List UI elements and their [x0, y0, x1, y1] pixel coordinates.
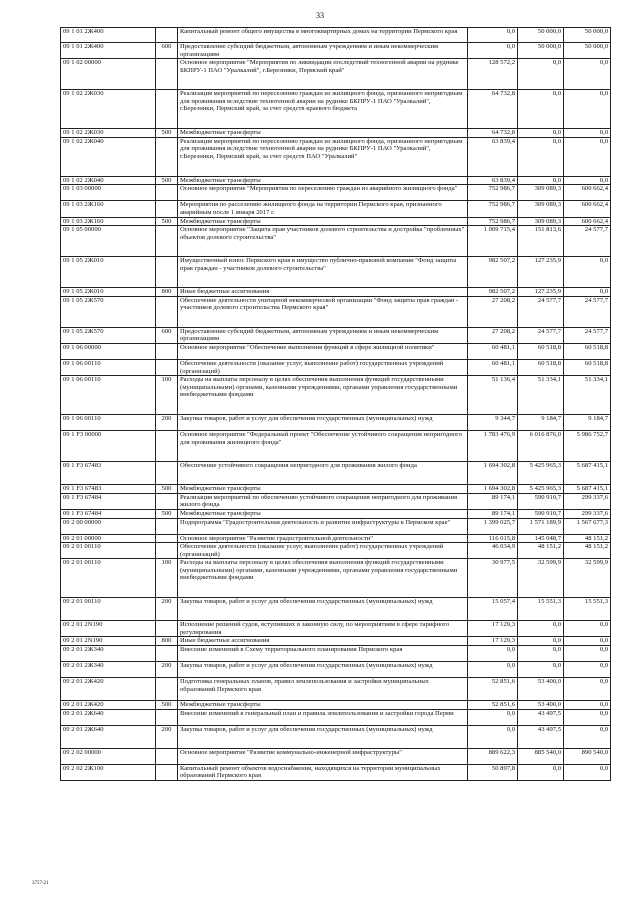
- table-row: [61, 518, 611, 534]
- table-row: [61, 28, 611, 43]
- table-row: [61, 701, 611, 710]
- table-row: [61, 621, 611, 637]
- row-value-2022: 51 136,4: [468, 376, 518, 415]
- row-name: Межбюджетные трансферты: [178, 485, 468, 494]
- table-row: [61, 288, 611, 297]
- row-code: 09 1 05 2Ж570: [61, 296, 156, 327]
- row-expense-type: [156, 678, 178, 701]
- row-expense-type: 100: [156, 559, 178, 598]
- row-value-2024: 299 337,6: [564, 509, 611, 518]
- row-expense-type: 600: [156, 43, 178, 59]
- row-name: Реализация мероприятий по обеспечению устойчивого сокращения непригодного для проживания жилого фонда: [178, 493, 468, 509]
- table-row: [61, 543, 611, 559]
- row-expense-type: 500: [156, 217, 178, 226]
- row-name: Имущественный взнос Пермского края в имущество публично-правовой компании "Фонд защиты прав граждан - участников долевого строительства": [178, 257, 468, 288]
- table-row: [61, 359, 611, 375]
- row-expense-type: 800: [156, 637, 178, 646]
- row-value-2022: 982 507,2: [468, 257, 518, 288]
- row-value-2024: 0,0: [564, 621, 611, 637]
- page-number: 33: [316, 11, 324, 20]
- row-value-2023: 6 016 876,0: [518, 431, 564, 462]
- row-value-2024: 0,0: [564, 129, 611, 138]
- table-row: [61, 678, 611, 701]
- row-value-2023: 60 518,8: [518, 343, 564, 359]
- row-code: 09 2 02 00000: [61, 748, 156, 764]
- row-value-2024: 0,0: [564, 678, 611, 701]
- row-expense-type: [156, 462, 178, 485]
- row-value-2024: 24 577,7: [564, 296, 611, 327]
- row-name: Основное мероприятие "Мероприятия по ликвидации последствий техногенной аварии на руднике БКПРУ-1 ПАО "Уралкалий", г.Березники, Пермский край": [178, 59, 468, 90]
- row-expense-type: 500: [156, 176, 178, 185]
- row-value-2024: 890 540,0: [564, 748, 611, 764]
- row-code: 09 1 02 2Ж030: [61, 90, 156, 129]
- row-expense-type: [156, 185, 178, 201]
- row-value-2022: 0,0: [468, 646, 518, 662]
- row-expense-type: [156, 646, 178, 662]
- row-code: 09 1 06 00000: [61, 343, 156, 359]
- row-value-2023: 53 400,0: [518, 701, 564, 710]
- row-name: Предоставление субсидий бюджетным, автономным учреждениям и иным некоммерческим организациям: [178, 327, 468, 343]
- row-expense-type: [156, 296, 178, 327]
- row-value-2022: 1 009 715,4: [468, 226, 518, 257]
- row-name: Реализация мероприятий по переселению граждан из жилищного фонда, признанного непригодным для проживания вследствие техногенной аварии на руднике БКПРУ-1 ПАО "Уралкалий", г.Березники, Пермский край, за счет средств краевого бюджета: [178, 90, 468, 129]
- row-code: 09 2 01 2Ж420: [61, 701, 156, 710]
- row-name: Межбюджетные трансферты: [178, 701, 468, 710]
- row-code: 09 2 01 00110: [61, 559, 156, 598]
- table-row: [61, 59, 611, 90]
- row-value-2022: 60 481,1: [468, 359, 518, 375]
- row-expense-type: 200: [156, 415, 178, 431]
- row-code: 09 1 03 00000: [61, 185, 156, 201]
- table-row: [61, 725, 611, 748]
- row-value-2024: 0,0: [564, 662, 611, 678]
- row-value-2024: 5 986 752,7: [564, 431, 611, 462]
- table-row: [61, 257, 611, 288]
- row-value-2024: 60 518,8: [564, 359, 611, 375]
- row-code: 09 2 01 00000: [61, 534, 156, 543]
- row-value-2022: 0,0: [468, 662, 518, 678]
- row-value-2022: 63 839,4: [468, 137, 518, 176]
- row-expense-type: 600: [156, 327, 178, 343]
- row-expense-type: 800: [156, 288, 178, 297]
- row-value-2023: 0,0: [518, 637, 564, 646]
- row-value-2023: 50 000,0: [518, 28, 564, 43]
- row-expense-type: [156, 28, 178, 43]
- row-value-2023: 309 089,3: [518, 201, 564, 217]
- budget-table-body: [61, 28, 611, 781]
- row-name: Закупка товаров, работ и услуг для обеспечения государственных (муниципальных) нужд: [178, 598, 468, 621]
- row-value-2022: 30 977,5: [468, 559, 518, 598]
- row-expense-type: [156, 621, 178, 637]
- row-code: 09 2 01 2Ж640: [61, 709, 156, 725]
- row-expense-type: 100: [156, 376, 178, 415]
- row-code: 09 1 F3 67483: [61, 462, 156, 485]
- row-name: Закупка товаров, работ и услуг для обеспечения государственных (муниципальных) нужд: [178, 725, 468, 748]
- row-code: 09 1 06 00110: [61, 415, 156, 431]
- footer-code: 3757-21: [32, 881, 49, 886]
- row-code: 09 2 01 2Ж340: [61, 646, 156, 662]
- row-value-2023: 127 235,9: [518, 257, 564, 288]
- row-value-2024: 600 662,4: [564, 201, 611, 217]
- row-expense-type: 500: [156, 129, 178, 138]
- row-code: 09 1 02 00000: [61, 59, 156, 90]
- table-row: [61, 462, 611, 485]
- row-name: Обеспечение устойчивого сокращения непригодного для проживания жилого фонда: [178, 462, 468, 485]
- table-row: [61, 662, 611, 678]
- row-value-2023: 51 334,1: [518, 376, 564, 415]
- row-value-2024: 600 662,4: [564, 185, 611, 201]
- row-value-2022: 46 034,9: [468, 543, 518, 559]
- row-value-2023: 53 400,0: [518, 678, 564, 701]
- row-value-2023: 60 518,8: [518, 359, 564, 375]
- row-name: Подготовка генеральных планов, правил землепользования и застройки муниципальных образований Пермского края: [178, 678, 468, 701]
- row-code: 09 2 01 2Ж340: [61, 662, 156, 678]
- row-code: 09 1 01 2Ж400: [61, 43, 156, 59]
- row-value-2022: 60 481,1: [468, 343, 518, 359]
- row-expense-type: [156, 518, 178, 534]
- row-expense-type: [156, 543, 178, 559]
- row-value-2023: 0,0: [518, 621, 564, 637]
- row-value-2024: 48 151,2: [564, 534, 611, 543]
- row-code: 09 1 06 00110: [61, 376, 156, 415]
- row-value-2022: 1 694 302,8: [468, 462, 518, 485]
- row-value-2024: 60 518,8: [564, 343, 611, 359]
- row-name: Расходы на выплаты персоналу в целях обеспечения выполнения функций государственными (муниципальными) органами, казенными учреждениями, органами управления государственными внебюджетными фондами: [178, 559, 468, 598]
- row-value-2022: 752 986,7: [468, 217, 518, 226]
- row-name: Межбюджетные трансферты: [178, 217, 468, 226]
- row-name: Межбюджетные трансферты: [178, 176, 468, 185]
- row-code: 09 2 01 2N190: [61, 621, 156, 637]
- row-code: 09 1 F3 00000: [61, 431, 156, 462]
- row-value-2023: 43 497,5: [518, 725, 564, 748]
- table-row: [61, 217, 611, 226]
- row-value-2023: 5 425 965,3: [518, 462, 564, 485]
- row-code: 09 1 05 2Ж010: [61, 288, 156, 297]
- row-name: Предоставление субсидий бюджетным, автономным учреждениям и иным некоммерческим организациям: [178, 43, 468, 59]
- row-value-2022: 17 129,3: [468, 637, 518, 646]
- row-value-2023: 24 577,7: [518, 296, 564, 327]
- table-row: [61, 485, 611, 494]
- row-code: 09 2 00 00000: [61, 518, 156, 534]
- row-value-2024: 0,0: [564, 764, 611, 780]
- row-value-2022: 50 897,8: [468, 764, 518, 780]
- row-value-2022: 64 732,8: [468, 129, 518, 138]
- row-expense-type: [156, 90, 178, 129]
- row-value-2024: 0,0: [564, 176, 611, 185]
- table-row: [61, 137, 611, 176]
- row-expense-type: [156, 359, 178, 375]
- row-expense-type: 500: [156, 485, 178, 494]
- row-name: Расходы на выплаты персоналу в целях обеспечения выполнения функций государственными (муниципальными) органами, казенными учреждениями, органами управления государственными внебюджетными фондами: [178, 376, 468, 415]
- row-value-2022: 17 129,3: [468, 621, 518, 637]
- row-value-2024: 0,0: [564, 637, 611, 646]
- row-expense-type: [156, 764, 178, 780]
- row-value-2023: 0,0: [518, 137, 564, 176]
- row-value-2023: 0,0: [518, 176, 564, 185]
- row-name: Мероприятия по расселению жилищного фонда на территории Пермского края, признанного аварийным после 1 января 2017 г.: [178, 201, 468, 217]
- row-code: 09 1 F3 67484: [61, 493, 156, 509]
- row-name: Обеспечение деятельности (оказание услуг, выполнение работ) государственных учреждений (организаций): [178, 359, 468, 375]
- row-name: Обеспечение деятельности (оказание услуг, выполнение работ) государственных учреждений (организаций): [178, 543, 468, 559]
- row-value-2022: 889 622,3: [468, 748, 518, 764]
- row-name: Межбюджетные трансферты: [178, 129, 468, 138]
- row-value-2024: 0,0: [564, 725, 611, 748]
- table-row: [61, 376, 611, 415]
- row-code: 09 2 01 2N190: [61, 637, 156, 646]
- row-value-2022: 27 208,2: [468, 296, 518, 327]
- row-value-2022: 52 851,6: [468, 678, 518, 701]
- row-expense-type: [156, 226, 178, 257]
- row-code: 09 1 03 2Ж160: [61, 217, 156, 226]
- row-name: Закупка товаров, работ и услуг для обеспечения государственных (муниципальных) нужд: [178, 415, 468, 431]
- row-value-2024: 0,0: [564, 709, 611, 725]
- row-value-2022: 752 986,7: [468, 201, 518, 217]
- row-value-2022: 0,0: [468, 43, 518, 59]
- table-row: [61, 598, 611, 621]
- budget-table: [60, 27, 611, 781]
- row-value-2022: 752 986,7: [468, 185, 518, 201]
- row-value-2022: 128 572,2: [468, 59, 518, 90]
- row-value-2023: 127 235,9: [518, 288, 564, 297]
- row-value-2024: 0,0: [564, 646, 611, 662]
- row-value-2024: 0,0: [564, 701, 611, 710]
- row-name: Основное мероприятие "Федеральный проект "Обеспечение устойчивого сокращения непригодного для проживания жилищного фонда": [178, 431, 468, 462]
- row-expense-type: [156, 201, 178, 217]
- row-name: Иные бюджетные ассигнования: [178, 637, 468, 646]
- row-name: Основное мероприятие "Мероприятия по переселению граждан из аварийного жилищного фонда": [178, 185, 468, 201]
- table-row: [61, 343, 611, 359]
- row-expense-type: [156, 59, 178, 90]
- table-row: [61, 764, 611, 780]
- row-value-2024: 0,0: [564, 137, 611, 176]
- row-value-2023: 0,0: [518, 646, 564, 662]
- row-code: 09 2 01 2Ж640: [61, 725, 156, 748]
- table-row: [61, 90, 611, 129]
- row-name: Основное мероприятие "Развитие коммунально-инженерной инфраструктуры": [178, 748, 468, 764]
- row-value-2022: 52 851,6: [468, 701, 518, 710]
- row-value-2024: 24 577,7: [564, 226, 611, 257]
- row-name: Внесение изменений в генеральный план и правила землепользования и застройки города Перми: [178, 709, 468, 725]
- row-name: Подпрограмма "Градостроительная деятельность и развитие инфраструктуры в Пермском крае": [178, 518, 468, 534]
- table-row: [61, 646, 611, 662]
- row-value-2022: 1 694 302,8: [468, 485, 518, 494]
- table-row: [61, 296, 611, 327]
- row-expense-type: 200: [156, 598, 178, 621]
- row-value-2023: 309 089,3: [518, 217, 564, 226]
- table-row: [61, 201, 611, 217]
- row-value-2023: 145 048,7: [518, 534, 564, 543]
- row-code: 09 2 01 00110: [61, 598, 156, 621]
- row-value-2022: 9 344,7: [468, 415, 518, 431]
- row-expense-type: [156, 137, 178, 176]
- table-row: [61, 415, 611, 431]
- row-code: 09 1 02 2Ж030: [61, 129, 156, 138]
- row-value-2022: 89 174,1: [468, 493, 518, 509]
- row-value-2024: 5 687 415,1: [564, 485, 611, 494]
- row-code: 09 1 05 2Ж010: [61, 257, 156, 288]
- table-row: [61, 185, 611, 201]
- row-value-2024: 32 599,9: [564, 559, 611, 598]
- row-value-2022: 63 839,4: [468, 176, 518, 185]
- row-value-2024: 0,0: [564, 257, 611, 288]
- row-value-2022: 0,0: [468, 709, 518, 725]
- row-value-2023: 43 497,5: [518, 709, 564, 725]
- row-value-2022: 64 732,8: [468, 90, 518, 129]
- table-row: [61, 129, 611, 138]
- row-value-2024: 299 337,6: [564, 493, 611, 509]
- table-row: [61, 431, 611, 462]
- row-value-2022: 982 507,2: [468, 288, 518, 297]
- row-code: 09 1 05 00000: [61, 226, 156, 257]
- row-name: Межбюджетные трансферты: [178, 509, 468, 518]
- row-value-2022: 0,0: [468, 725, 518, 748]
- table-row: [61, 43, 611, 59]
- row-expense-type: [156, 343, 178, 359]
- row-value-2024: 48 151,2: [564, 543, 611, 559]
- row-name: Исполнение решений судов, вступивших в законную силу, по мероприятиям в сфере тарифного регулирования: [178, 621, 468, 637]
- row-expense-type: [156, 257, 178, 288]
- table-row: [61, 226, 611, 257]
- row-value-2023: 15 551,3: [518, 598, 564, 621]
- row-value-2022: 89 174,1: [468, 509, 518, 518]
- row-value-2023: 151 813,6: [518, 226, 564, 257]
- row-name: Основное мероприятие "Развитие градостроительной деятельности": [178, 534, 468, 543]
- row-value-2022: 1 783 476,9: [468, 431, 518, 462]
- row-name: Иные бюджетные ассигнования: [178, 288, 468, 297]
- row-value-2024: 50 000,0: [564, 43, 611, 59]
- row-value-2023: 885 540,0: [518, 748, 564, 764]
- row-name: Реализация мероприятий по переселению граждан из жилищного фонда, признанного непригодным для проживания вследствие техногенной аварии на руднике БКПРУ-1 ПАО "Уралкалий", г.Березники, Пермский край, за счет средств ПАО "Уралкалий": [178, 137, 468, 176]
- row-value-2024: 0,0: [564, 288, 611, 297]
- row-code: 09 1 06 00110: [61, 359, 156, 375]
- row-value-2024: 24 577,7: [564, 327, 611, 343]
- row-expense-type: 500: [156, 509, 178, 518]
- row-value-2023: 590 910,7: [518, 509, 564, 518]
- row-value-2023: 0,0: [518, 59, 564, 90]
- table-row: [61, 327, 611, 343]
- row-value-2024: 50 000,0: [564, 28, 611, 43]
- row-value-2022: 27 208,2: [468, 327, 518, 343]
- row-code: 09 2 02 2Ж100: [61, 764, 156, 780]
- row-code: 09 1 03 2Ж160: [61, 201, 156, 217]
- row-value-2023: 32 599,9: [518, 559, 564, 598]
- row-value-2023: 309 089,3: [518, 185, 564, 201]
- table-row: [61, 509, 611, 518]
- row-name: Обеспечение деятельности унитарной некоммерческой организации "Фонд защиты прав граждан - участников долевого строительства Пермского края": [178, 296, 468, 327]
- row-expense-type: [156, 431, 178, 462]
- table-row: [61, 709, 611, 725]
- row-expense-type: [156, 748, 178, 764]
- row-code: 09 1 F3 67483: [61, 485, 156, 494]
- row-name: Основное мероприятие "Защита прав участников долевого строительства и достройка "проблемных" объектов долевого строительства": [178, 226, 468, 257]
- row-expense-type: 500: [156, 701, 178, 710]
- table-row: [61, 176, 611, 185]
- row-value-2024: 0,0: [564, 90, 611, 129]
- row-code: 09 2 01 2Ж420: [61, 678, 156, 701]
- row-value-2023: 590 910,7: [518, 493, 564, 509]
- row-value-2023: 48 151,2: [518, 543, 564, 559]
- row-value-2024: 0,0: [564, 59, 611, 90]
- row-value-2024: 9 184,7: [564, 415, 611, 431]
- row-value-2023: 50 000,0: [518, 43, 564, 59]
- row-name: Капитальный ремонт общего имущества в многоквартирных домах на территории Пермского края: [178, 28, 468, 43]
- row-name: Закупка товаров, работ и услуг для обеспечения государственных (муниципальных) нужд: [178, 662, 468, 678]
- row-value-2023: 9 184,7: [518, 415, 564, 431]
- row-value-2023: 0,0: [518, 662, 564, 678]
- table-row: [61, 493, 611, 509]
- row-value-2024: 1 567 677,3: [564, 518, 611, 534]
- row-value-2023: 24 577,7: [518, 327, 564, 343]
- row-code: 09 1 01 2Ж400: [61, 28, 156, 43]
- row-expense-type: 200: [156, 725, 178, 748]
- row-value-2024: 51 334,1: [564, 376, 611, 415]
- row-expense-type: [156, 493, 178, 509]
- row-code: 09 1 02 2Ж040: [61, 137, 156, 176]
- row-value-2024: 15 551,3: [564, 598, 611, 621]
- row-value-2022: 0,0: [468, 28, 518, 43]
- row-value-2023: 0,0: [518, 764, 564, 780]
- table-row: [61, 559, 611, 598]
- row-code: 09 2 01 00110: [61, 543, 156, 559]
- row-value-2023: 0,0: [518, 129, 564, 138]
- row-value-2023: 5 425 965,3: [518, 485, 564, 494]
- row-code: 09 1 02 2Ж040: [61, 176, 156, 185]
- row-expense-type: [156, 709, 178, 725]
- row-name: Капитальный ремонт объектов водоснабжения, находящихся на территории муниципальных образований Пермского края: [178, 764, 468, 780]
- row-value-2024: 5 687 415,1: [564, 462, 611, 485]
- row-expense-type: [156, 534, 178, 543]
- row-code: 09 1 F3 67484: [61, 509, 156, 518]
- row-expense-type: 200: [156, 662, 178, 678]
- row-value-2022: 116 015,8: [468, 534, 518, 543]
- row-value-2024: 600 662,4: [564, 217, 611, 226]
- table-row: [61, 534, 611, 543]
- row-name: Основное мероприятие "Обеспечение выполнения функций в сфере жилищной политики": [178, 343, 468, 359]
- table-row: [61, 748, 611, 764]
- row-value-2023: 1 571 189,9: [518, 518, 564, 534]
- row-code: 09 1 05 2Ж570: [61, 327, 156, 343]
- row-value-2022: 15 057,4: [468, 598, 518, 621]
- table-row: [61, 637, 611, 646]
- row-value-2023: 0,0: [518, 90, 564, 129]
- row-value-2022: 1 399 025,7: [468, 518, 518, 534]
- row-name: Внесение изменений в Схему территориального планирования Пермского края: [178, 646, 468, 662]
